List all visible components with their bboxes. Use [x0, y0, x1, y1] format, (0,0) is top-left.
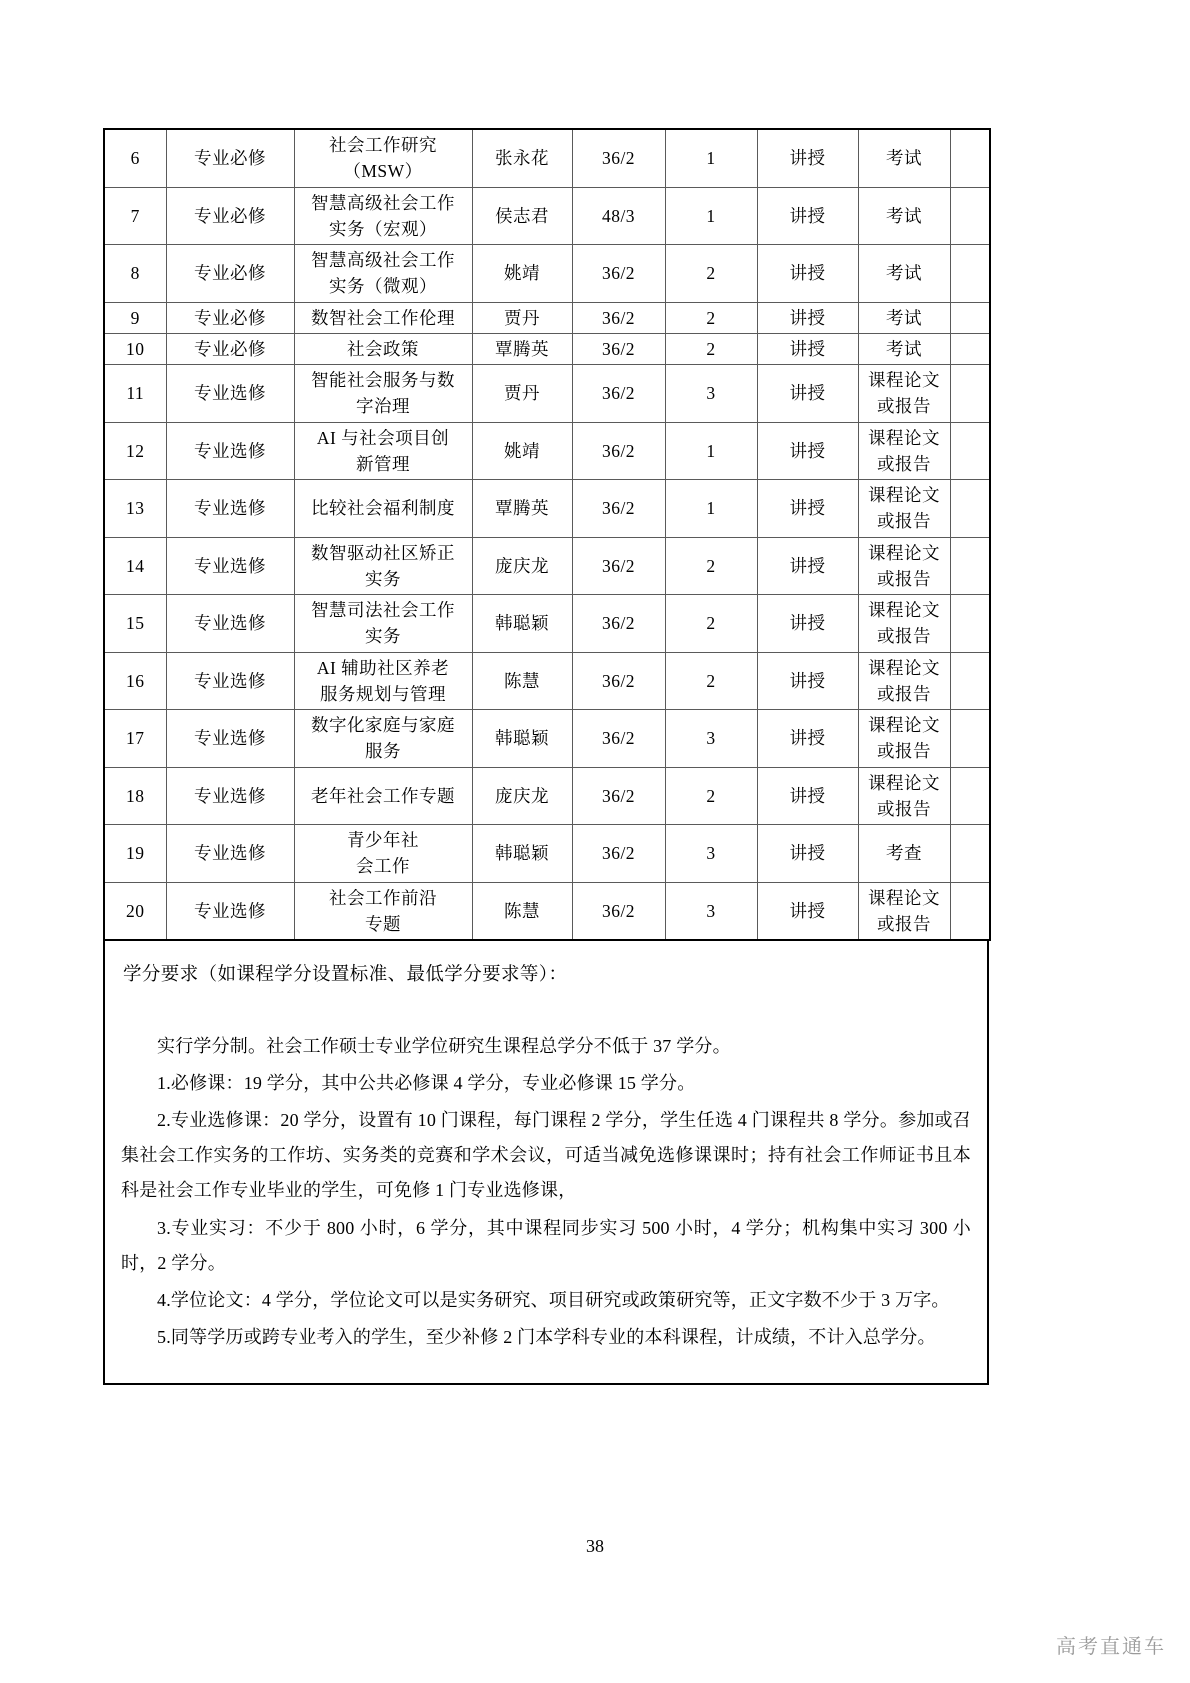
- cell-term: 1: [665, 422, 757, 480]
- cell-teacher: 张永花: [472, 129, 572, 187]
- cell-course-name-line1: 智能社会服务与数: [311, 370, 455, 390]
- cell-assessment: [858, 245, 950, 303]
- cell-note: [950, 767, 990, 825]
- cell-hours-credits: 36/2: [572, 480, 665, 538]
- cell-note: [950, 302, 990, 333]
- cell-teaching-method: 讲授: [757, 595, 858, 653]
- cell-course-name: [294, 652, 472, 710]
- table-row: [104, 187, 990, 245]
- cell-teacher: 姚靖: [472, 245, 572, 303]
- cell-term: 1: [665, 129, 757, 187]
- cell-course-type: 专业选修: [166, 422, 294, 480]
- cell-note: [950, 652, 990, 710]
- cell-term: 3: [665, 710, 757, 768]
- cell-course-no: 9: [104, 302, 166, 333]
- cell-assessment-line1: 课程论文: [868, 657, 940, 678]
- cell-course-name-line1: AI 辅助社区养老: [316, 657, 450, 678]
- table-row: [104, 595, 990, 653]
- cell-course-name: [294, 882, 472, 940]
- cell-teaching-method: 讲授: [757, 302, 858, 333]
- credit-requirement-paragraph: 2.专业选修课：20 学分，设置有 10 门课程，每门课程 2 学分，学生任选 4 门课程共 8 学分。参加或召集社会工作实务的工作坊、实务类的竞赛和学术会议，可适当减免选修课课时；持有社会工作师证书且本科是社会工作专业毕业的学生，可免修 1 门专业选修课，: [121, 1110, 971, 1201]
- cell-term: 2: [665, 537, 757, 595]
- cell-course-no: 12: [104, 422, 166, 480]
- cell-assessment-line1: 课程论文: [868, 772, 940, 793]
- cell-hours-credits: 36/2: [572, 129, 665, 187]
- cell-course-name-line1: 智慧高级社会工作: [311, 250, 455, 270]
- cell-course-no: 17: [104, 710, 166, 768]
- watermark-label: 高考直通车: [1056, 1636, 1166, 1658]
- cell-assessment-line2: 或报告: [877, 741, 931, 762]
- cell-hours-credits: 36/2: [572, 767, 665, 825]
- cell-teacher: 庞庆龙: [472, 537, 572, 595]
- cell-course-name: [294, 825, 472, 883]
- cell-term: 1: [665, 480, 757, 538]
- table-row: [104, 882, 990, 940]
- cell-course-name: [294, 245, 472, 303]
- cell-course-name-line2: 服务规划与管理: [320, 683, 446, 704]
- cell-assessment: [858, 187, 950, 245]
- cell-teacher: 陈慧: [472, 882, 572, 940]
- cell-course-type: 专业必修: [166, 245, 294, 303]
- cell-course-name: [294, 767, 472, 825]
- cell-course-no: 19: [104, 825, 166, 883]
- cell-assessment-line1: 课程论文: [868, 715, 940, 735]
- course-table: [103, 128, 991, 941]
- cell-course-name-line1: 比较社会福利制度: [311, 498, 455, 519]
- table-row: [104, 767, 990, 825]
- cell-course-type: 专业选修: [166, 595, 294, 653]
- cell-course-type: 专业选修: [166, 825, 294, 883]
- cell-assessment: [858, 710, 950, 768]
- cell-teaching-method: 讲授: [757, 365, 858, 423]
- cell-hours-credits: 36/2: [572, 537, 665, 595]
- cell-course-no: 11: [104, 365, 166, 423]
- cell-course-no: 20: [104, 882, 166, 940]
- cell-teaching-method: 讲授: [757, 825, 858, 883]
- cell-course-no: 6: [104, 129, 166, 187]
- cell-course-name-line2: 实务: [365, 626, 401, 647]
- cell-hours-credits: 36/2: [572, 710, 665, 768]
- cell-assessment: [858, 595, 950, 653]
- cell-term: 2: [665, 652, 757, 710]
- cell-assessment-line2: 或报告: [877, 511, 931, 532]
- cell-hours-credits: 36/2: [572, 245, 665, 303]
- cell-teacher: 贾丹: [472, 302, 572, 333]
- cell-course-type: 专业选修: [166, 652, 294, 710]
- cell-hours-credits: 36/2: [572, 882, 665, 940]
- cell-note: [950, 422, 990, 480]
- cell-assessment: [858, 422, 950, 480]
- page-number: 38: [586, 1536, 604, 1556]
- cell-note: [950, 333, 990, 364]
- cell-assessment-line1: 课程论文: [868, 427, 940, 448]
- cell-course-name: [294, 187, 472, 245]
- cell-note: [950, 245, 990, 303]
- cell-course-name-line2: （MSW）: [343, 161, 423, 182]
- cell-course-name-line1: AI 与社会项目创: [316, 427, 450, 448]
- cell-assessment-line2: 或报告: [877, 798, 931, 819]
- cell-term: 2: [665, 595, 757, 653]
- table-row: [104, 710, 990, 768]
- cell-course-name-line2: 新管理: [356, 453, 410, 474]
- cell-assessment-line1: 课程论文: [868, 370, 940, 390]
- cell-term: 2: [665, 302, 757, 333]
- cell-assessment: [858, 480, 950, 538]
- table-row: [104, 333, 990, 364]
- cell-teaching-method: 讲授: [757, 710, 858, 768]
- cell-teacher: 陈慧: [472, 652, 572, 710]
- cell-course-no: 8: [104, 245, 166, 303]
- cell-course-name-line1: 社会工作前沿: [329, 887, 437, 908]
- table-row: [104, 825, 990, 883]
- cell-course-name-line1: 数字化家庭与家庭: [311, 715, 455, 735]
- cell-course-type: 专业选修: [166, 537, 294, 595]
- cell-course-type: 专业选修: [166, 480, 294, 538]
- cell-teaching-method: 讲授: [757, 537, 858, 595]
- cell-teacher: 韩聪颖: [472, 595, 572, 653]
- cell-assessment-line1: 考查: [886, 843, 922, 864]
- cell-assessment-line1: 考试: [886, 263, 922, 284]
- cell-assessment: [858, 825, 950, 883]
- cell-course-name: [294, 302, 472, 333]
- cell-course-type: 专业选修: [166, 767, 294, 825]
- cell-hours-credits: 36/2: [572, 422, 665, 480]
- cell-assessment: [858, 129, 950, 187]
- cell-hours-credits: 36/2: [572, 365, 665, 423]
- cell-teaching-method: 讲授: [757, 652, 858, 710]
- cell-assessment-line2: 或报告: [877, 683, 931, 704]
- cell-teacher: 庞庆龙: [472, 767, 572, 825]
- cell-course-name-line2: 实务（宏观）: [329, 218, 437, 239]
- cell-assessment-line1: 考试: [886, 307, 922, 328]
- cell-course-name: [294, 129, 472, 187]
- cell-course-name-line2: 字治理: [356, 396, 410, 417]
- cell-course-no: 13: [104, 480, 166, 538]
- credit-requirement-paragraph: 3.专业实习：不少于 800 小时，6 学分，其中课程同步实习 500 小时，4 学分；机构集中实习 300 小时，2 学分。: [121, 1217, 971, 1273]
- cell-term: 3: [665, 365, 757, 423]
- cell-course-name-line1: 数智社会工作伦理: [311, 307, 455, 328]
- cell-hours-credits: 36/2: [572, 595, 665, 653]
- cell-term: 2: [665, 245, 757, 303]
- cell-assessment-line1: 课程论文: [868, 600, 940, 620]
- cell-course-type: 专业选修: [166, 882, 294, 940]
- cell-note: [950, 595, 990, 653]
- cell-teacher: 韩聪颖: [472, 825, 572, 883]
- cell-teaching-method: 讲授: [757, 480, 858, 538]
- cell-hours-credits: 36/2: [572, 652, 665, 710]
- credit-requirements-paragraphs: [121, 1029, 971, 1355]
- cell-course-name-line1: 青少年社: [347, 830, 419, 850]
- cell-course-name-line2: 服务: [365, 741, 401, 762]
- cell-assessment-line2: 或报告: [877, 626, 931, 647]
- cell-course-no: 16: [104, 652, 166, 710]
- cell-assessment-line2: 或报告: [877, 453, 931, 474]
- cell-course-name-line2: 会工作: [356, 856, 410, 877]
- cell-teaching-method: 讲授: [757, 767, 858, 825]
- credit-requirement-paragraph: 4.学位论文：4 学分，学位论文可以是实务研究、项目研究或政策研究等，正文字数不少于 3 万字。: [157, 1289, 950, 1310]
- cell-course-name-line1: 智慧高级社会工作: [311, 192, 455, 213]
- cell-course-no: 18: [104, 767, 166, 825]
- cell-course-no: 7: [104, 187, 166, 245]
- table-row: [104, 480, 990, 538]
- table-row: [104, 245, 990, 303]
- cell-teacher: 侯志君: [472, 187, 572, 245]
- cell-note: [950, 129, 990, 187]
- cell-teacher: 覃腾英: [472, 480, 572, 538]
- cell-term: 3: [665, 882, 757, 940]
- cell-teaching-method: 讲授: [757, 333, 858, 364]
- cell-assessment-line1: 课程论文: [868, 542, 940, 563]
- table-row: [104, 129, 990, 187]
- cell-note: [950, 825, 990, 883]
- cell-assessment-line1: 考试: [886, 205, 922, 226]
- credit-requirements-box: [103, 941, 989, 1385]
- document-body: [103, 128, 989, 1385]
- cell-assessment-line1: 课程论文: [868, 887, 940, 908]
- cell-note: [950, 882, 990, 940]
- table-row: [104, 537, 990, 595]
- cell-course-name-line1: 社会政策: [347, 338, 419, 359]
- cell-hours-credits: 36/2: [572, 825, 665, 883]
- cell-hours-credits: 36/2: [572, 333, 665, 364]
- credit-requirement-paragraph: 5.同等学历或跨专业考入的学生，至少补修 2 门本学科专业的本科课程，计成绩，不计入总学分。: [157, 1326, 936, 1347]
- cell-assessment: [858, 652, 950, 710]
- cell-teaching-method: 讲授: [757, 245, 858, 303]
- cell-assessment-line1: 考试: [886, 338, 922, 359]
- cell-assessment: [858, 365, 950, 423]
- cell-course-name-line1: 社会工作研究: [329, 135, 437, 155]
- cell-course-type: 专业选修: [166, 365, 294, 423]
- cell-term: 1: [665, 187, 757, 245]
- cell-assessment: [858, 302, 950, 333]
- cell-assessment-line2: 或报告: [877, 913, 931, 934]
- cell-course-name: [294, 537, 472, 595]
- cell-course-name-line1: 智慧司法社会工作: [311, 600, 455, 620]
- cell-course-name: [294, 422, 472, 480]
- cell-course-type: 专业必修: [166, 333, 294, 364]
- cell-course-no: 10: [104, 333, 166, 364]
- cell-course-name: [294, 710, 472, 768]
- cell-teaching-method: 讲授: [757, 187, 858, 245]
- cell-assessment-line2: 或报告: [877, 396, 931, 417]
- table-row: [104, 365, 990, 423]
- cell-note: [950, 365, 990, 423]
- cell-course-type: 专业必修: [166, 302, 294, 333]
- table-row: [104, 422, 990, 480]
- table-row: [104, 652, 990, 710]
- cell-hours-credits: 48/3: [572, 187, 665, 245]
- cell-course-no: 14: [104, 537, 166, 595]
- cell-assessment: [858, 882, 950, 940]
- cell-course-type: 专业选修: [166, 710, 294, 768]
- cell-term: 2: [665, 767, 757, 825]
- cell-note: [950, 187, 990, 245]
- cell-teaching-method: 讲授: [757, 882, 858, 940]
- cell-note: [950, 480, 990, 538]
- table-row: [104, 302, 990, 333]
- cell-assessment: [858, 537, 950, 595]
- cell-term: 2: [665, 333, 757, 364]
- cell-teacher: 覃腾英: [472, 333, 572, 364]
- cell-assessment: [858, 767, 950, 825]
- cell-course-name-line1: 数智驱动社区矫正: [311, 542, 455, 563]
- cell-teacher: 姚靖: [472, 422, 572, 480]
- cell-course-name-line2: 实务（微观）: [329, 276, 437, 297]
- credit-requirements-spacer: [121, 999, 971, 1029]
- cell-assessment-line1: 考试: [886, 148, 922, 169]
- cell-course-name-line1: 老年社会工作专题: [311, 785, 455, 806]
- cell-assessment-line2: 或报告: [877, 568, 931, 589]
- cell-assessment: [858, 333, 950, 364]
- cell-course-name: [294, 365, 472, 423]
- cell-teacher: 贾丹: [472, 365, 572, 423]
- course-table-body: [104, 129, 990, 940]
- cell-teaching-method: 讲授: [757, 422, 858, 480]
- cell-course-no: 15: [104, 595, 166, 653]
- cell-assessment-line1: 课程论文: [868, 485, 940, 505]
- cell-teacher: 韩聪颖: [472, 710, 572, 768]
- cell-note: [950, 537, 990, 595]
- cell-course-name: [294, 480, 472, 538]
- cell-course-name: [294, 333, 472, 364]
- cell-teaching-method: 讲授: [757, 129, 858, 187]
- credit-requirements-title: 学分要求（如课程学分设置标准、最低学分要求等）：: [123, 965, 568, 985]
- cell-course-type: 专业必修: [166, 187, 294, 245]
- cell-note: [950, 710, 990, 768]
- cell-term: 3: [665, 825, 757, 883]
- cell-course-name-line2: 实务: [365, 568, 401, 589]
- credit-requirement-paragraph: 实行学分制。社会工作硕士专业学位研究生课程总学分不低于 37 学分。: [157, 1036, 731, 1057]
- cell-hours-credits: 36/2: [572, 302, 665, 333]
- credit-requirement-paragraph: 1.必修课：19 学分，其中公共必修课 4 学分，专业必修课 15 学分。: [157, 1073, 696, 1094]
- cell-course-name-line2: 专题: [365, 913, 401, 934]
- cell-course-type: 专业必修: [166, 129, 294, 187]
- cell-course-name: [294, 595, 472, 653]
